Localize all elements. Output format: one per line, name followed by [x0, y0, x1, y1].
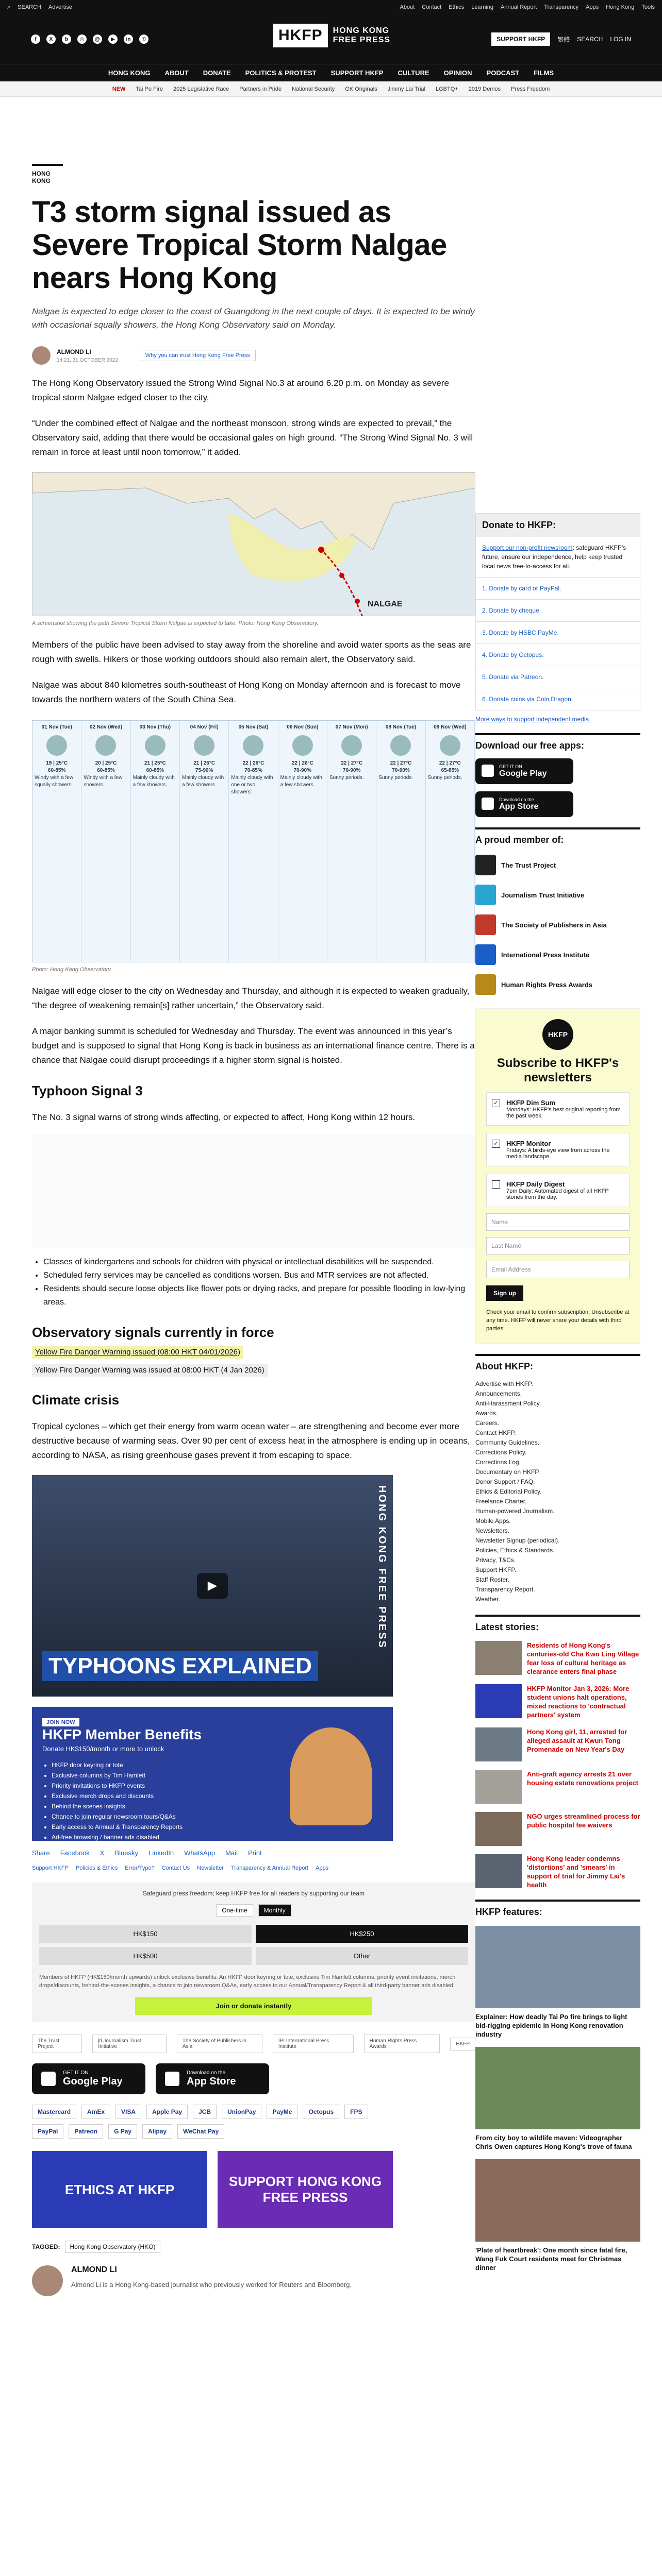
latest-heading: Latest stories: — [475, 1615, 640, 1633]
checkbox-icon[interactable]: ✓ — [492, 1099, 500, 1107]
payment-logo[interactable]: Apple Pay — [146, 2105, 188, 2119]
trending-item[interactable]: 2025 Legislative Race — [173, 86, 229, 92]
article-dek: Nalgae is expected to edge closer to the coast of Guangdong in the next couple of days. It is expected to be windy with occasional squally showers, the Hong Kong Observatory said on Monday. — [32, 307, 475, 330]
site-header — [0, 14, 662, 64]
google-play-button[interactable]: GET IT ON Google Play — [32, 2063, 145, 2094]
promo-row — [32, 2151, 475, 2228]
latest-story[interactable]: Residents of Hong Kong's centuries-old Cha Kwo Ling Village fear loss of cultural heritage as clearance enters final phase — [475, 1641, 640, 1676]
site-logo[interactable]: HKFP HONG KONG FREE PRESS — [273, 24, 390, 47]
promo-ethics[interactable]: ETHICS AT HKFP — [32, 2151, 207, 2228]
map-caption: A screenshot showing the path Severe Tropical Storm Nalgae is expected to take. Photo: Hong Kong Observatory. — [32, 620, 319, 626]
about-link[interactable]: Ethics & Editorial Policy. — [475, 1488, 542, 1495]
util-link-ethics[interactable]: Ethics — [449, 4, 465, 10]
about-link[interactable]: Corrections Policy. — [475, 1449, 527, 1456]
payment-logo[interactable]: G Pay — [108, 2124, 137, 2139]
subheading-observatory: Observatory signals currently in force — [32, 1325, 274, 1340]
author-bio: Almond Li is a Hong Kong-based journalist who previously worked for Reuters and Bloomberg. — [71, 2281, 352, 2289]
about-link[interactable]: Freelance Charter. — [475, 1498, 527, 1505]
util-link-contact[interactable]: Contact — [422, 4, 442, 10]
donate-option[interactable]: 2. Donate by cheque. — [476, 599, 640, 621]
footer-link[interactable]: Policies & Ethics — [75, 1865, 118, 1871]
amount-option[interactable]: Other — [256, 1947, 468, 1965]
trending-item[interactable]: Press Freedom — [511, 86, 550, 92]
badge-sopa[interactable]: The Society of Publishers in Asia — [177, 2035, 262, 2053]
latest-story[interactable]: Hong Kong leader condemns 'distortions' and 'smears' in support of trial for Jimmy Lai's health — [475, 1854, 640, 1889]
footer-link[interactable]: Transparency & Annual Report — [231, 1865, 309, 1871]
about-link[interactable]: Newsletter Signup (periodical). — [475, 1537, 560, 1544]
util-link-about[interactable]: About — [400, 4, 415, 10]
donate-amounts — [39, 1925, 468, 1965]
payment-logo[interactable]: Octopus — [303, 2105, 339, 2119]
video-side-label: HONG KONG FREE PRESS — [376, 1485, 388, 1649]
login-link[interactable]: LOG IN — [610, 36, 631, 43]
share-facebook[interactable]: Facebook — [60, 1849, 90, 1857]
author-box — [32, 2265, 475, 2296]
embedded-graphic — [32, 1135, 475, 1248]
nav-item-about[interactable]: ABOUT — [164, 69, 189, 77]
cloud-icon — [243, 735, 263, 756]
about-link[interactable]: Mobile Apps. — [475, 1517, 511, 1524]
about-link[interactable]: Advertise with HKFP. — [475, 1380, 533, 1387]
newsletter-option[interactable]: HKFP Daily Digest 7pm Daily: Automated digest of all HKFP stories from the day. — [486, 1174, 630, 1207]
member-title: HKFP Member Benefits — [42, 1726, 202, 1742]
sun-icon — [440, 735, 460, 756]
latest-story[interactable]: HKFP Monitor Jan 3, 2026: More student unions halt operations, mixed reactions to 'contractual partners' system — [475, 1684, 640, 1719]
mascot-illustration — [290, 1727, 372, 1825]
trending-item[interactable]: National Security — [292, 86, 335, 92]
util-link-transparency[interactable]: Transparency — [544, 4, 579, 10]
latest-story[interactable]: NGO urges streamlined process for public hospital fee waivers — [475, 1812, 640, 1846]
donate-note: Members of HKFP (HK$150/month upwards) unlock exclusive benefits: An HKFP door keyring or tote, exclusive Tim Hamlett columns, priority event invitations, merch drops/discounts, behind-the-scenes insights, a chance to join newsroom Q&As, early access to our Annual/Transparency Report & all third-party banner ads disabled. — [39, 1974, 456, 1989]
forecast-day: 08 Nov (Tue) 22 | 27°C 70-90% Sunny periods. — [376, 721, 425, 962]
last-name-input[interactable]: Last Name — [486, 1237, 630, 1255]
section-tag[interactable]: HONG KONG — [32, 164, 63, 184]
badge-hrpa[interactable]: Human Rights Press Awards — [364, 2035, 440, 2053]
sun-icon — [390, 735, 411, 756]
footer-links — [32, 1865, 475, 1871]
donate-now-button[interactable]: Join or donate instantly — [135, 1997, 372, 2015]
trending-item[interactable]: LGBTQ+ — [436, 86, 458, 92]
nine-day-forecast — [32, 720, 475, 962]
share-bar — [32, 1849, 475, 1857]
member-badges — [32, 2035, 475, 2053]
forecast-day: 06 Nov (Sun) 22 | 26°C 70-90% Mainly cloudy with a few showers. — [278, 721, 327, 962]
share-mail[interactable]: Mail — [225, 1849, 238, 1857]
util-search[interactable]: SEARCH — [18, 4, 42, 10]
about-link[interactable]: Corrections Log. — [475, 1459, 521, 1466]
util-link-apps[interactable]: Apps — [586, 4, 599, 10]
map-storm-label: NALGAE — [368, 600, 403, 608]
donate-option[interactable]: 1. Donate by card or PayPal. — [476, 577, 640, 599]
video-title: TYPHOONS EXPLAINED — [42, 1651, 318, 1681]
trending-bar — [0, 81, 662, 97]
footer-link[interactable]: Apps — [316, 1865, 329, 1871]
util-link-annual-report[interactable]: Annual Report — [501, 4, 537, 10]
warning-link[interactable]: Yellow Fire Danger Warning issued (08:00 HKT 04/01/2026) — [32, 1346, 243, 1359]
payment-logo[interactable]: VISA — [115, 2105, 141, 2119]
sidebar-donate: Donate to HKFP: Support our non-profit newsroom: safeguard HKFP's future, ensure our independence, help keep trusted local news free-to-access for all. 1. Donate by card or PayPal. 2. Donate by cheque. 3. Donate by HSBC PayMe. 4. Donate by Octopus. 5. Donate via Patreon. 6. Donate coins via Coin Dragon. — [475, 513, 640, 710]
member-logo[interactable]: Human Rights Press Awards — [475, 974, 640, 995]
newsletter-option[interactable]: ✓ HKFP Monitor Fridays: A birds-eye view from across the media landscape. — [486, 1133, 630, 1166]
about-link[interactable]: Weather. — [475, 1596, 500, 1603]
author-name[interactable]: ALMOND LI — [57, 348, 91, 355]
rain-icon — [95, 735, 116, 756]
payment-logo[interactable]: Alipay — [142, 2124, 172, 2139]
about-link[interactable]: Awards. — [475, 1410, 498, 1417]
x-icon[interactable]: X — [46, 35, 56, 44]
payment-logo[interactable]: WeChat Pay — [177, 2124, 224, 2139]
instagram-icon[interactable]: ◎ — [77, 35, 87, 44]
badge-jti[interactable]: jti Journalism Trust Initiative — [92, 2035, 167, 2053]
paragraph: Nalgae will edge closer to the city on Wednesday and Thursday, and although it is expected to weaken gradually, “the degree of weakening remain[s] rather uncertain,” the Observatory said. — [32, 986, 470, 1010]
amount-option[interactable]: HK$500 — [39, 1947, 252, 1965]
payment-logo[interactable]: PayPal — [32, 2124, 63, 2139]
feature-story[interactable]: Explainer: How deadly Tai Po fire brings to light bid-rigging epidemic in Hong Kong renovation industry — [475, 1926, 640, 2039]
member-logo[interactable]: The Society of Publishers in Asia — [475, 914, 640, 935]
payment-logo[interactable]: JCB — [193, 2105, 217, 2119]
paragraph: “Under the combined effect of Nalgae and the northeast monsoon, strong winds are expected to prevail,” the Observatory said, adding that there would be occasional gales on high ground. “The Strong Wind Signal No. 3 will remain in force at least until noon tomorrow,” it added. — [32, 418, 473, 457]
badge-ipi[interactable]: IPI International Press Institute — [273, 2035, 354, 2053]
newsletter-badge: HKFP — [542, 1019, 573, 1050]
footer-link[interactable]: Newsletter — [197, 1865, 224, 1871]
share-whatsapp[interactable]: WhatsApp — [184, 1849, 216, 1857]
forecast-day: 02 Nov (Wed) 20 | 25°C 60-85% Windy with a few showers. — [81, 721, 130, 962]
about-link[interactable]: Policies, Ethics & Standards. — [475, 1547, 555, 1554]
share-linkedin[interactable]: LinkedIn — [148, 1849, 174, 1857]
nav-item-donate[interactable]: DONATE — [203, 69, 231, 77]
badge-hkfp[interactable]: HKFP — [450, 2038, 475, 2050]
whatsapp-icon[interactable]: ✆ — [139, 35, 148, 44]
promo-support[interactable]: SUPPORT HONG KONG FREE PRESS — [218, 2151, 393, 2228]
paragraph: Tropical cyclones – which get their energy from warm ocean water – are strengthening and become ever more destructive because of warming seas. Over 90 per cent of excess heat in the atmosphere is ending up in oceans, according to NASA, as rising greenhouse gases prevent it from escaping to space. — [32, 1421, 470, 1460]
feature-story[interactable]: 'Plate of heartbreak': One month since fatal fire, Wang Fuk Court residents meet for Christmas dinner — [475, 2159, 640, 2272]
about-link[interactable]: Contact HKFP. — [475, 1429, 516, 1436]
forecast-day: 01 Nov (Tue) 19 | 25°C 60-85% Windy with a few squally showers. — [32, 721, 81, 962]
newsletter-note: Check your email to confirm subscription. Unsubscribe at any time. HKFP will never share your details with third parties. — [486, 1309, 630, 1332]
list-item: • Classes of kindergartens and schools for children with physical or intellectual disabilities will be suspended. — [43, 1256, 475, 1269]
storm-track-map — [32, 472, 475, 616]
util-link-tools[interactable]: Tools — [641, 4, 655, 10]
app-store-button[interactable]: Download on the App Store — [156, 2063, 269, 2094]
subheading-signal: Typhoon Signal 3 — [32, 1083, 143, 1098]
threads-icon[interactable]: @ — [93, 35, 102, 44]
donate-panel-head: Safeguard press freedom; keep HKFP free for all readers by supporting our team — [142, 1890, 365, 1897]
about-link[interactable]: Announcements. — [475, 1390, 522, 1397]
trending-item[interactable]: Partners in Pride — [239, 86, 282, 92]
share-print[interactable]: Print — [247, 1849, 262, 1857]
util-advertise[interactable]: Advertise — [48, 4, 72, 10]
member-logo[interactable]: The Trust Project — [475, 855, 640, 875]
newsletter-option[interactable]: ✓ HKFP Dim Sum Mondays: HKFP's best original reporting from the past week. — [486, 1092, 630, 1126]
paragraph: A major banking summit is scheduled for Wednesday and Thursday. The event was announced in this year’s budget and is supposed to signal that Hong Kong is back in business as an international finance centre. There is a chance that Nalgae could disrupt proceedings if a higher storm signal is hoisted. — [32, 1026, 475, 1065]
rain-icon — [194, 735, 214, 756]
payment-logo[interactable]: PayMe — [267, 2105, 297, 2119]
header-search[interactable]: SEARCH — [577, 36, 603, 43]
trending-item[interactable]: GK Originals — [345, 86, 377, 92]
footer-link[interactable]: Error/Typo? — [125, 1865, 155, 1871]
payment-logo[interactable]: Mastercard — [32, 2105, 76, 2119]
video-player[interactable] — [32, 1475, 393, 1697]
payment-logo[interactable]: UnionPay — [222, 2105, 261, 2119]
about-link[interactable]: Transparency Report. — [475, 1586, 535, 1593]
payment-logo[interactable]: AmEx — [81, 2105, 110, 2119]
payment-logo[interactable]: Patreon — [69, 2124, 103, 2139]
more-ways-link[interactable]: More ways to support independent media. — [475, 716, 591, 723]
sign-up-button[interactable]: Sign up — [486, 1285, 523, 1301]
tags — [32, 2241, 475, 2253]
author-avatar[interactable] — [32, 2265, 63, 2296]
bluesky-icon[interactable]: b — [62, 35, 71, 44]
newsletter-signup — [475, 1008, 640, 1344]
donate-option[interactable]: 3. Donate by HSBC PayMe. — [476, 621, 640, 643]
member-sub: Donate HK$150/month or more to unlock — [42, 1745, 164, 1753]
first-name-input[interactable]: Name — [486, 1213, 630, 1231]
play-icon[interactable]: ▶ — [197, 1573, 228, 1599]
nav-item-politics[interactable]: POLITICS & PROTEST — [245, 69, 317, 77]
article — [32, 97, 475, 2296]
forecast-caption: Photo: Hong Kong Observatory. — [32, 967, 112, 973]
forecast-day: 09 Nov (Wed) 22 | 27°C 65-85% Sunny periods. — [426, 721, 475, 962]
cloud-icon — [292, 735, 313, 756]
feature-story[interactable]: From city boy to wildlife maven: Videographer Chris Owen captures Hong Kong's trove of fauna — [475, 2047, 640, 2151]
article-title: T3 storm signal issued as Severe Tropical Storm Nalgae nears Hong Kong — [32, 195, 447, 295]
forecast-day: 05 Nov (Sat) 22 | 26°C 70-85% Mainly cloudy with one or two showers. — [229, 721, 278, 962]
youtube-icon[interactable]: ▶ — [108, 35, 118, 44]
sidebar — [475, 97, 640, 2272]
list-item: • Residents should secure loose objects like flower pots or drying racks, and prepare for possible flooding in low-lying areas. — [43, 1282, 475, 1309]
member-logo[interactable]: International Press Institute — [475, 944, 640, 965]
warning-text: Yellow Fire Danger Warning was issued at 08:00 HKT (4 Jan 2026) — [32, 1364, 268, 1377]
tagged-label: TAGGED: — [32, 2243, 60, 2250]
nav-item-culture[interactable]: CULTURE — [398, 69, 429, 77]
payment-methods — [32, 2105, 393, 2139]
forecast-day: 04 Nov (Fri) 21 | 26°C 75-90% Mainly cloudy with a few showers. — [180, 721, 229, 962]
about-link[interactable]: Careers. — [475, 1419, 500, 1427]
about-link[interactable]: Documentary on HKFP. — [475, 1468, 540, 1476]
trending-item[interactable]: 2019 Demos — [468, 86, 501, 92]
tag-link[interactable]: Hong Kong Observatory (HKO) — [65, 2241, 160, 2253]
about-heading: About HKFP: — [475, 1354, 640, 1372]
member-benefits-list: • HKFP door keyring or tote • Exclusive columns by Tim Hamlett • Priority invitations to HKFP events • Exclusive merch drops and discounts • Behind the scenes insights • Chance to join regular newsroom tours/Q&As • Early access to Annual & Transparency Reports • Ad-free browsing / banner ads disabled — [42, 1760, 383, 1842]
util-link-hong-kong[interactable]: Hong Kong — [606, 4, 635, 10]
amount-option[interactable]: HK$250 — [256, 1925, 468, 1943]
donate-tabs — [39, 1904, 468, 1917]
donate-option[interactable]: 6. Donate coins via Coin Dragon. — [476, 688, 640, 710]
donate-panel — [32, 1883, 475, 2022]
newsletter-title: Subscribe to HKFP's newsletters — [496, 1056, 619, 1084]
donate-option[interactable]: 5. Donate via Patreon. — [476, 666, 640, 688]
list-item: • Scheduled ferry services may be cancelled as conditions worsen. Bus and MTR services are not affected. — [43, 1269, 475, 1282]
paragraph: The No. 3 signal warns of strong winds affecting, or expected to affect, Hong Kong within 12 hours. — [32, 1112, 416, 1122]
social-links — [31, 35, 148, 44]
about-link[interactable]: Anti-Harassment Policy. — [475, 1400, 541, 1407]
about-link[interactable]: Human-powered Journalism. — [475, 1507, 555, 1515]
about-link[interactable]: Community Guidelines. — [475, 1439, 540, 1446]
sidebar-donate-head: Donate to HKFP: — [476, 514, 640, 537]
subheading-climate: Climate crisis — [32, 1392, 120, 1408]
bullet-list — [32, 1256, 475, 1309]
tab-monthly[interactable]: Monthly — [258, 1904, 291, 1917]
nav-item-opinion[interactable]: OPINION — [443, 69, 472, 77]
rain-icon — [145, 735, 166, 756]
share-bluesky[interactable]: Bluesky — [114, 1849, 138, 1857]
latest-story[interactable]: Hong Kong girl, 11, arrested for alleged assault at Kwun Tong Promenade on New Year's Day — [475, 1727, 640, 1761]
share-x[interactable]: X — [100, 1849, 105, 1857]
member-benefits-banner[interactable] — [32, 1707, 393, 1841]
about-link[interactable]: Newsletters. — [475, 1527, 510, 1534]
checkbox-icon[interactable] — [492, 1180, 500, 1189]
about-link[interactable]: Support HKFP. — [475, 1566, 517, 1573]
avatar[interactable] — [32, 346, 51, 365]
sidebar-google-play[interactable]: GET IT ON Google Play — [475, 758, 573, 784]
facebook-icon[interactable]: f — [31, 35, 40, 44]
util-link-learning[interactable]: Learning — [471, 4, 494, 10]
rain-icon — [46, 735, 67, 756]
nav-item-podcast[interactable]: PODCAST — [486, 69, 520, 77]
nav-item-support[interactable]: SUPPORT HKFP — [330, 69, 384, 77]
about-link[interactable]: Donor Support / FAQ. — [475, 1478, 535, 1485]
map-graphic — [32, 472, 475, 616]
sidebar-app-store[interactable]: Download on the App Store — [475, 791, 573, 817]
author-box-name[interactable]: ALMOND LI — [71, 2265, 117, 2274]
main-nav — [0, 64, 662, 81]
app-store-row — [32, 2063, 475, 2094]
trending-item[interactable]: Tai Po Fire — [136, 86, 163, 92]
nav-item-hong-kong[interactable]: HONG KONG — [108, 69, 151, 77]
about-link[interactable]: Privacy, T&Cs. — [475, 1556, 516, 1564]
support-hkfp-button[interactable]: SUPPORT HKFP — [491, 32, 550, 46]
utility-bar — [0, 0, 662, 14]
donate-support-link[interactable]: Support our non-profit newsroom — [482, 544, 573, 551]
latest-story[interactable]: Anti-graft agency arrests 21 over housing estate renovations project — [475, 1770, 640, 1804]
member-logo[interactable]: Journalism Trust Initiative — [475, 885, 640, 905]
language-switch[interactable]: 繁體 — [557, 36, 570, 43]
checkbox-icon[interactable]: ✓ — [492, 1140, 500, 1148]
trending-item[interactable]: Jimmy Lai Trial — [387, 86, 425, 92]
tab-one-time[interactable]: One-time — [216, 1904, 253, 1917]
email-input[interactable]: Email Address — [486, 1261, 630, 1278]
footer-link[interactable]: Contact Us — [161, 1865, 190, 1871]
trust-link[interactable]: Why you can trust Hong Kong Free Press — [140, 350, 256, 361]
payment-logo[interactable]: FPS — [344, 2105, 368, 2119]
about-link[interactable]: Staff Roster. — [475, 1576, 509, 1583]
paragraph: Members of the public have been advised to stay away from the shoreline and avoid water sports as the seas are rough with swells. Hikers or those working outdoors should also remain alert, the Observatory said. — [32, 640, 471, 664]
forecast-day: 03 Nov (Thu) 21 | 25°C 60-85% Mainly cloudy with a few showers. — [131, 721, 180, 962]
paragraph: The Hong Kong Observatory issued the Strong Wind Signal No.3 at around 6.20 p.m. on Monday as severe tropical storm Nalgae edged closer to the city. — [32, 378, 449, 402]
apps-heading: Download our free apps: — [475, 733, 640, 751]
footer-link[interactable]: Support HKFP — [32, 1865, 69, 1871]
linkedin-icon[interactable]: in — [124, 35, 133, 44]
amount-option[interactable]: HK$150 — [39, 1925, 252, 1943]
share-label: Share — [32, 1849, 50, 1857]
member-heading: A proud member of: — [475, 827, 640, 845]
badge-trust-project[interactable]: The Trust Project — [32, 2035, 82, 2053]
nav-item-films[interactable]: FILMS — [534, 69, 554, 77]
forecast-day: 07 Nov (Mon) 22 | 27°C 70-90% Sunny periods. — [327, 721, 376, 962]
features-heading: HKFP features: — [475, 1900, 640, 1918]
search-icon[interactable]: ⌕ — [7, 4, 11, 10]
about-list — [475, 1379, 640, 1604]
byline — [32, 346, 475, 365]
sun-icon — [341, 735, 362, 756]
join-badge[interactable]: JOIN NOW — [42, 1718, 79, 1726]
trending-label: NEW — [112, 86, 126, 92]
paragraph: Nalgae was about 840 kilometres south-southeast of Hong Kong on Monday afternoon and is forecast to move towards the northern waters of the South China Sea. — [32, 680, 461, 704]
donate-option[interactable]: 4. Donate by Octopus. — [476, 643, 640, 666]
publish-date: 14:21, 31 OCTOBER 2022 — [57, 357, 118, 363]
